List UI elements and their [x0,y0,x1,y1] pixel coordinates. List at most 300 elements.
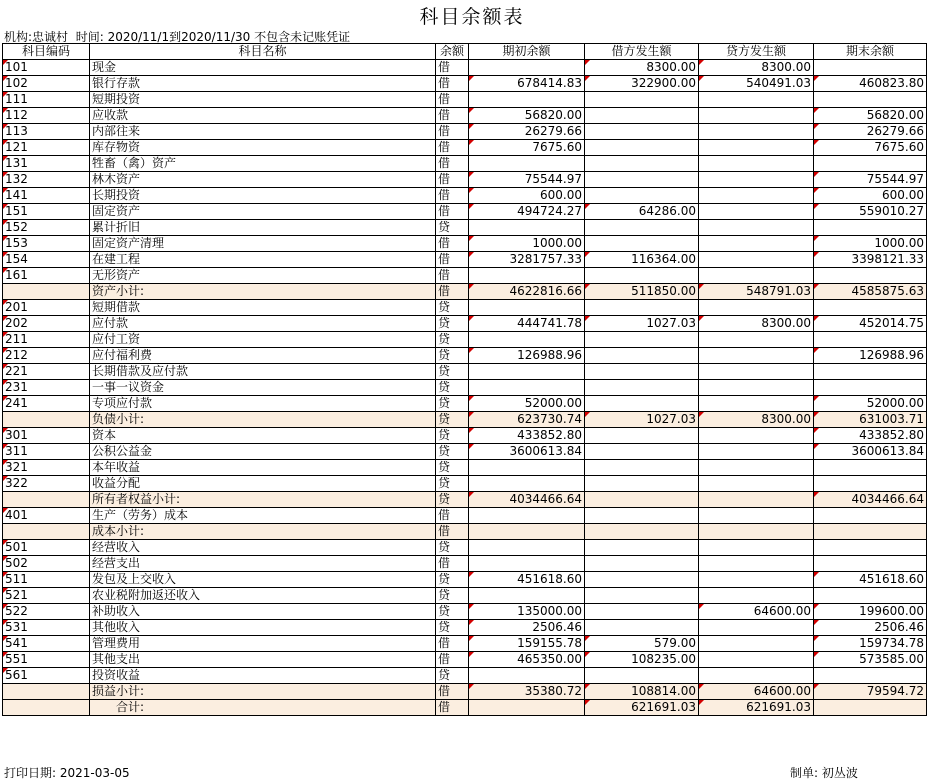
cell-closing: 159734.78 [814,636,927,652]
cell-opening: 75544.97 [469,172,585,188]
cell-closing [814,540,927,556]
cell-closing: 631003.71 [814,412,927,428]
prepared-by-label: 制单: [790,766,819,780]
table-row [3,92,927,108]
cell-opening: 678414.83 [469,76,585,92]
cell-credit [699,652,814,668]
print-date [4,764,130,781]
table-row [3,604,927,620]
cell-name: 累计折旧 [90,220,436,236]
cell-opening [469,540,585,556]
cell-direction: 借 [436,524,469,540]
cell-code: 121 [3,140,90,156]
cell-name: 无形资产 [90,268,436,284]
cell-direction: 借 [436,684,469,700]
cell-credit [699,620,814,636]
cell-direction: 贷 [436,492,469,508]
cell-name: 管理费用 [90,636,436,652]
cell-credit: 64600.00 [699,604,814,620]
cell-closing [814,332,927,348]
cell-code [3,524,90,540]
cell-credit: 8300.00 [699,316,814,332]
subtotal-row [3,492,927,508]
cell-direction: 借 [436,636,469,652]
cell-credit [699,188,814,204]
cell-name: 长期借款及应付款 [90,364,436,380]
cell-debit: 108814.00 [585,684,699,700]
table-row [3,140,927,156]
cell-name: 银行存款 [90,76,436,92]
subtotal-row [3,684,927,700]
cell-code: 141 [3,188,90,204]
cell-code: 301 [3,428,90,444]
cell-debit [585,396,699,412]
cell-name: 内部往来 [90,124,436,140]
table-row [3,220,927,236]
cell-closing [814,268,927,284]
cell-opening [469,460,585,476]
cell-debit: 621691.03 [585,700,699,716]
cell-code: 151 [3,204,90,220]
org-label: 机构: [4,30,33,44]
header-closing: 期末余额 [814,44,927,60]
cell-opening: 494724.27 [469,204,585,220]
cell-code: 112 [3,108,90,124]
cell-direction: 借 [436,700,469,716]
table-row [3,108,927,124]
cell-name: 损益小计: [90,684,436,700]
cell-debit [585,492,699,508]
cell-closing: 79594.72 [814,684,927,700]
cell-opening [469,476,585,492]
cell-code: 231 [3,380,90,396]
table-row [3,652,927,668]
table-row [3,268,927,284]
cell-closing: 452014.75 [814,316,927,332]
cell-credit [699,428,814,444]
table-row [3,508,927,524]
cell-debit [585,508,699,524]
cell-debit [585,668,699,684]
cell-direction: 贷 [436,428,469,444]
cell-credit [699,252,814,268]
cell-direction: 借 [436,92,469,108]
cell-credit [699,300,814,316]
cell-closing: 4034466.64 [814,492,927,508]
cell-credit [699,460,814,476]
table-row [3,348,927,364]
cell-direction: 贷 [436,348,469,364]
cell-opening: 52000.00 [469,396,585,412]
cell-opening: 7675.60 [469,140,585,156]
cell-name: 库存物资 [90,140,436,156]
cell-debit [585,444,699,460]
cell-closing [814,668,927,684]
cell-direction: 借 [436,172,469,188]
cell-credit [699,476,814,492]
cell-debit [585,220,699,236]
table-row [3,636,927,652]
table-row [3,428,927,444]
cell-credit [699,636,814,652]
cell-debit [585,428,699,444]
cell-closing [814,460,927,476]
table-row [3,364,927,380]
cell-direction: 借 [436,268,469,284]
cell-code: 522 [3,604,90,620]
cell-code: 132 [3,172,90,188]
cell-credit [699,380,814,396]
cell-credit [699,172,814,188]
cell-credit [699,396,814,412]
cell-debit: 1027.03 [585,316,699,332]
cell-opening: 3600613.84 [469,444,585,460]
header-direction: 余额 [436,44,469,60]
cell-closing: 600.00 [814,188,927,204]
cell-credit [699,444,814,460]
cell-opening [469,668,585,684]
cell-closing [814,556,927,572]
cell-direction: 贷 [436,444,469,460]
cell-closing: 199600.00 [814,604,927,620]
cell-credit [699,332,814,348]
cell-credit [699,156,814,172]
header-name: 科目名称 [90,44,436,60]
cell-closing [814,380,927,396]
cell-debit [585,556,699,572]
cell-name: 在建工程 [90,252,436,268]
cell-direction: 贷 [436,460,469,476]
cell-debit [585,380,699,396]
table-row [3,332,927,348]
cell-name: 应付工资 [90,332,436,348]
cell-opening [469,556,585,572]
cell-closing: 451618.60 [814,572,927,588]
cell-name: 其他支出 [90,652,436,668]
cell-code: 511 [3,572,90,588]
cell-code [3,700,90,716]
table-row [3,396,927,412]
cell-credit: 8300.00 [699,412,814,428]
cell-closing [814,156,927,172]
table-row [3,380,927,396]
header-opening: 期初余额 [469,44,585,60]
cell-closing: 75544.97 [814,172,927,188]
cell-code: 502 [3,556,90,572]
cell-debit [585,140,699,156]
cell-opening: 451618.60 [469,572,585,588]
cell-name: 短期借款 [90,300,436,316]
cell-direction: 贷 [436,668,469,684]
cell-name: 公积公益金 [90,444,436,460]
cell-direction: 借 [436,284,469,300]
cell-direction: 借 [436,508,469,524]
cell-debit [585,572,699,588]
cell-name: 收益分配 [90,476,436,492]
cell-direction: 贷 [436,396,469,412]
cell-opening [469,524,585,540]
cell-code: 111 [3,92,90,108]
cell-closing [814,300,927,316]
cell-direction: 借 [436,188,469,204]
cell-closing [814,588,927,604]
cell-opening: 433852.80 [469,428,585,444]
cell-code: 113 [3,124,90,140]
cell-closing [814,700,927,716]
cell-closing: 126988.96 [814,348,927,364]
cell-closing: 26279.66 [814,124,927,140]
cell-closing: 52000.00 [814,396,927,412]
cell-debit: 579.00 [585,636,699,652]
cell-debit [585,348,699,364]
table-row [3,556,927,572]
cell-credit: 64600.00 [699,684,814,700]
cell-debit [585,172,699,188]
cell-debit: 108235.00 [585,652,699,668]
cell-direction: 贷 [436,620,469,636]
cell-code: 161 [3,268,90,284]
cell-opening: 135000.00 [469,604,585,620]
print-date-label: 打印日期: [4,766,57,780]
cell-name: 发包及上交收入 [90,572,436,588]
cell-credit [699,588,814,604]
cell-name: 资本 [90,428,436,444]
header-credit: 贷方发生额 [699,44,814,60]
cell-code: 153 [3,236,90,252]
table-row [3,188,927,204]
cell-direction: 贷 [436,380,469,396]
cell-opening [469,700,585,716]
cell-name: 一事一议资金 [90,380,436,396]
cell-direction: 贷 [436,572,469,588]
cell-credit [699,268,814,284]
subtotal-row [3,412,927,428]
cell-direction: 借 [436,252,469,268]
cell-direction: 借 [436,204,469,220]
cell-opening [469,268,585,284]
cell-name: 合计: [90,700,436,716]
prepared-by [790,764,858,781]
table-row [3,620,927,636]
cell-opening: 35380.72 [469,684,585,700]
subtotal-row [3,524,927,540]
cell-opening: 2506.46 [469,620,585,636]
cell-closing: 1000.00 [814,236,927,252]
cell-name: 其他收入 [90,620,436,636]
cell-code: 501 [3,540,90,556]
cell-code: 541 [3,636,90,652]
cell-credit: 548791.03 [699,284,814,300]
table-row [3,60,927,76]
cell-name: 应付款 [90,316,436,332]
cell-direction: 借 [436,156,469,172]
cell-closing: 559010.27 [814,204,927,220]
cell-direction: 贷 [436,316,469,332]
cell-credit [699,220,814,236]
cell-closing: 573585.00 [814,652,927,668]
cell-name: 经营支出 [90,556,436,572]
table-row [3,572,927,588]
cell-debit [585,108,699,124]
cell-debit [585,540,699,556]
table-row [3,316,927,332]
cell-name: 牲畜（禽）资产 [90,156,436,172]
cell-closing: 3398121.33 [814,252,927,268]
table-row [3,300,927,316]
cell-name: 资产小计: [90,284,436,300]
cell-opening: 159155.78 [469,636,585,652]
cell-name: 固定资产清理 [90,236,436,252]
cell-opening: 26279.66 [469,124,585,140]
cell-name: 所有者权益小计: [90,492,436,508]
cell-code: 154 [3,252,90,268]
table-row [3,668,927,684]
cell-name: 经营收入 [90,540,436,556]
table-row [3,204,927,220]
cell-opening [469,588,585,604]
cell-closing: 433852.80 [814,428,927,444]
cell-opening [469,364,585,380]
cell-debit: 116364.00 [585,252,699,268]
cell-credit: 621691.03 [699,700,814,716]
cell-code [3,412,90,428]
table-row [3,540,927,556]
org-name: 忠诚村 [32,30,69,44]
table-row [3,172,927,188]
cell-opening [469,156,585,172]
cell-closing: 7675.60 [814,140,927,156]
cell-code [3,684,90,700]
unposted-note: 不包含未记账凭证 [254,30,351,44]
period-label: 时间: [75,30,104,44]
cell-closing [814,92,927,108]
cell-credit [699,204,814,220]
cell-name: 投资收益 [90,668,436,684]
cell-name: 长期投资 [90,188,436,204]
cell-debit [585,236,699,252]
cell-name: 应付福利费 [90,348,436,364]
header-code: 科目编码 [3,44,90,60]
cell-code: 322 [3,476,90,492]
cell-opening: 56820.00 [469,108,585,124]
cell-code: 531 [3,620,90,636]
header-debit: 借方发生额 [585,44,699,60]
cell-code: 401 [3,508,90,524]
cell-debit [585,620,699,636]
cell-code: 211 [3,332,90,348]
cell-code: 221 [3,364,90,380]
account-balance-table [2,43,927,716]
cell-credit [699,92,814,108]
table-header-row [3,44,927,60]
cell-credit [699,236,814,252]
table-row [3,476,927,492]
cell-debit [585,524,699,540]
cell-closing: 2506.46 [814,620,927,636]
cell-direction: 借 [436,140,469,156]
report-title: 科目余额表 [419,6,525,28]
cell-direction: 借 [436,60,469,76]
cell-code: 241 [3,396,90,412]
cell-closing [814,60,927,76]
period-value: 2020/11/1到2020/11/30 [107,30,251,44]
cell-opening [469,380,585,396]
table-row [3,156,927,172]
cell-closing: 3600613.84 [814,444,927,460]
cell-direction: 贷 [436,332,469,348]
table-row [3,444,927,460]
cell-closing [814,524,927,540]
cell-direction: 借 [436,652,469,668]
cell-direction: 贷 [436,588,469,604]
cell-debit: 322900.00 [585,76,699,92]
cell-direction: 贷 [436,604,469,620]
cell-name: 固定资产 [90,204,436,220]
cell-name: 专项应付款 [90,396,436,412]
subtotal-row [3,700,927,716]
cell-opening: 444741.78 [469,316,585,332]
cell-code: 101 [3,60,90,76]
cell-debit [585,460,699,476]
table-row [3,252,927,268]
cell-opening [469,60,585,76]
cell-opening: 1000.00 [469,236,585,252]
cell-direction: 贷 [436,300,469,316]
cell-credit: 8300.00 [699,60,814,76]
cell-debit: 64286.00 [585,204,699,220]
cell-direction: 贷 [436,220,469,236]
cell-name: 短期投资 [90,92,436,108]
cell-direction: 借 [436,124,469,140]
cell-closing [814,220,927,236]
cell-code: 561 [3,668,90,684]
cell-debit [585,332,699,348]
cell-direction: 贷 [436,540,469,556]
table-row [3,236,927,252]
cell-code [3,492,90,508]
cell-name: 补助收入 [90,604,436,620]
table-row [3,460,927,476]
table-row [3,588,927,604]
cell-debit: 511850.00 [585,284,699,300]
cell-name: 现金 [90,60,436,76]
cell-credit [699,556,814,572]
cell-opening [469,508,585,524]
cell-closing: 4585875.63 [814,284,927,300]
cell-credit [699,572,814,588]
cell-debit [585,588,699,604]
cell-name: 生产（劳务）成本 [90,508,436,524]
cell-closing [814,508,927,524]
cell-opening [469,92,585,108]
cell-code: 521 [3,588,90,604]
cell-opening [469,300,585,316]
table-row [3,76,927,92]
cell-closing [814,476,927,492]
cell-closing [814,364,927,380]
cell-name: 负债小计: [90,412,436,428]
cell-debit [585,268,699,284]
cell-code: 152 [3,220,90,236]
cell-direction: 贷 [436,364,469,380]
cell-credit: 540491.03 [699,76,814,92]
cell-closing: 56820.00 [814,108,927,124]
cell-name: 林木资产 [90,172,436,188]
cell-direction: 借 [436,76,469,92]
cell-debit [585,364,699,380]
cell-code: 201 [3,300,90,316]
cell-code: 311 [3,444,90,460]
